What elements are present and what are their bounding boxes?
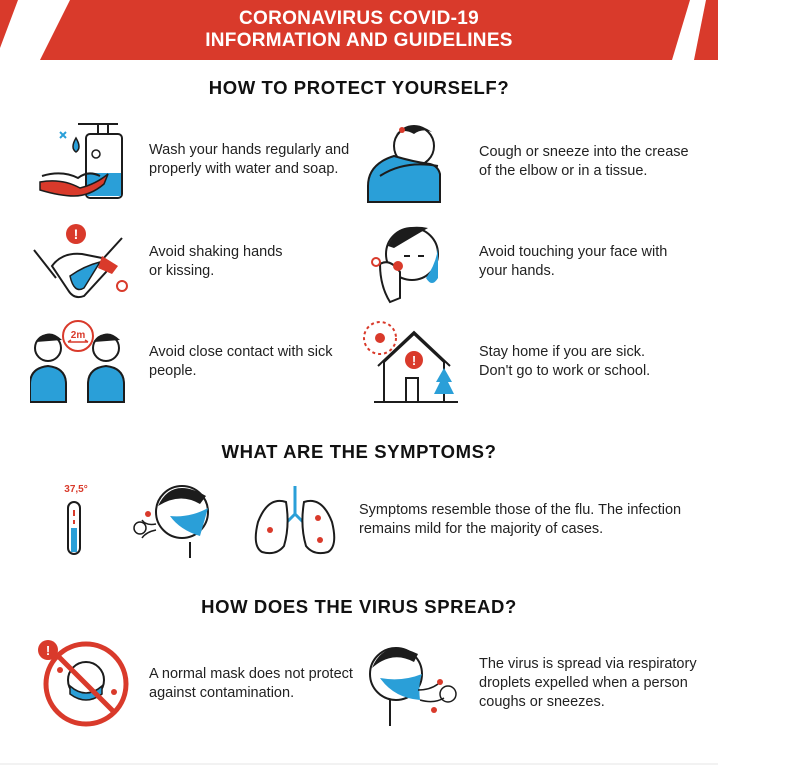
symptoms-text: Symptoms resemble those of the flu. The infection remains mild for the majority of cases. [359, 502, 682, 537]
spread-item-text: A normal mask does not protect against contamination. [149, 666, 353, 701]
distance-badge: 2m [70, 330, 86, 341]
banner-title [0, 8, 718, 52]
lungs-icon [252, 484, 338, 563]
coughing-person-icon [130, 480, 226, 565]
section-title-protect: HOW TO PROTECT YOURSELF? [208, 77, 510, 98]
svg-text:!: ! [411, 353, 417, 368]
bottom-divider [0, 763, 718, 765]
header-banner [0, 0, 718, 60]
no-mask-icon [36, 636, 132, 733]
protect-item-text: Cough or sneeze into the crease of the elbow or in a tissue. [479, 144, 689, 179]
banner-title-line2: INFORMATION AND GUIDELINES [205, 30, 513, 51]
handshake-warning-icon [30, 220, 130, 305]
sneezing-person-icon [360, 638, 460, 733]
thermometer-label: 37,5° [64, 484, 88, 495]
protect-item-text: Stay home if you are sick. Don't go to work or school. [479, 344, 651, 379]
protect-item-text: Wash your hands regularly and properly with water and soap. [149, 142, 350, 177]
hand-washing-icon [38, 118, 128, 209]
spread-item-text: The virus is spread via respiratory droplets expelled when a person coughs or sneezes. [479, 656, 697, 710]
face-touch-icon [366, 216, 456, 311]
svg-text:!: ! [45, 643, 51, 658]
stay-home-icon [358, 318, 458, 409]
distance-2m-icon [30, 318, 140, 409]
section-title-spread: HOW DOES THE VIRUS SPREAD? [201, 596, 517, 617]
banner-title-line1: CORONAVIRUS COVID-19 [238, 8, 479, 29]
protect-item-text: Avoid close contact with sick people. [149, 344, 333, 379]
protect-item-text: Avoid shaking hands or kissing. [149, 244, 283, 279]
svg-text:!: ! [73, 226, 79, 242]
protect-item-text: Avoid touching your face with your hands. [479, 244, 668, 279]
cough-elbow-icon [362, 116, 452, 211]
section-title-symptoms: WHAT ARE THE SYMPTOMS? [221, 441, 497, 462]
